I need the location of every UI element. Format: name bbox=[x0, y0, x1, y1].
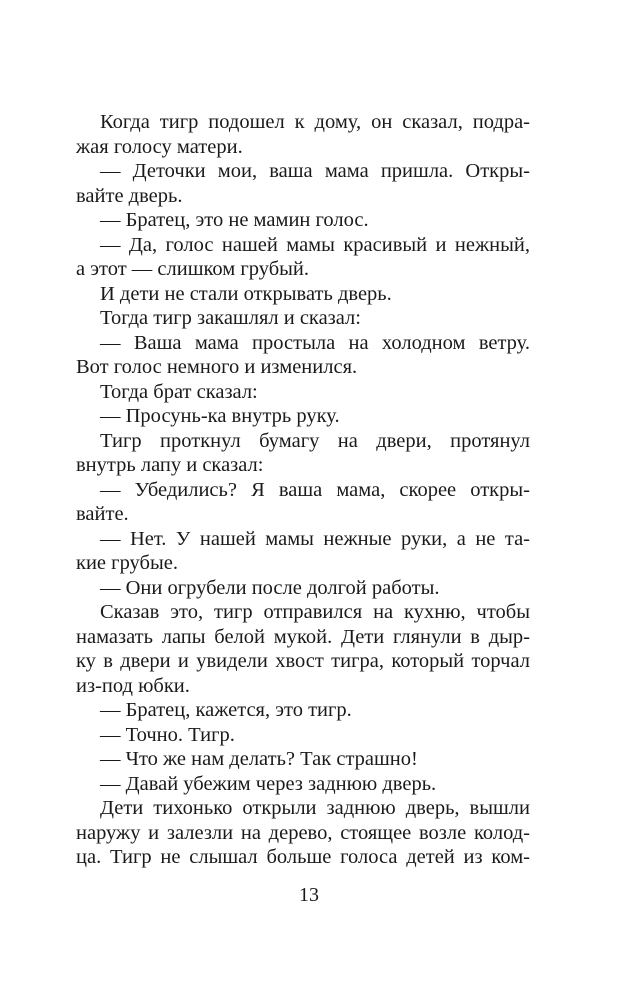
text-line: Тогда брат сказал: bbox=[100, 380, 258, 403]
text-line: Вот голос немного и изменился. bbox=[76, 356, 358, 378]
text-line: из-под юбки. bbox=[76, 674, 190, 697]
text-line: наружу и залезли на дерево, стоящее возле колод- bbox=[76, 821, 530, 844]
page-number: 13 bbox=[299, 884, 319, 906]
text-line: намазать лапы белой мукой. Дети глянули в дыр- bbox=[76, 625, 530, 648]
text-line: — Просунь-ка внутрь руку. bbox=[100, 405, 340, 427]
text-line: — Братец, кажется, это тигр. bbox=[100, 699, 352, 721]
text-line: ца. Тигр не слышал больше голоса детей из ком- bbox=[76, 846, 530, 868]
text-line: Тигр проткнул бумагу на двери, протянул bbox=[100, 429, 530, 452]
text-line: Когда тигр подошел к дому, он сказал, подра- bbox=[100, 111, 530, 133]
text-line: — Нет. У нашей мамы нежные руки, а не та- bbox=[100, 527, 530, 550]
text-line: — Да, голос нашей мамы красивый и нежный, bbox=[100, 233, 530, 256]
text-line: — Они огрубели после долгой работы. bbox=[100, 576, 440, 599]
text-line: кие грубые. bbox=[76, 552, 178, 574]
text-line: Тогда тигр закашлял и сказал: bbox=[100, 307, 361, 329]
text-line: — Что же нам делать? Так страшно! bbox=[100, 748, 418, 770]
text-line: вайте. bbox=[76, 503, 129, 525]
text-line: — Убедились? Я ваша мама, скорее откры- bbox=[100, 478, 530, 501]
text-line: — Братец, это не мамин голос. bbox=[100, 209, 369, 231]
text-line: — Давай убежим через заднюю дверь. bbox=[100, 772, 437, 795]
text-line: ку в двери и увидели хвост тигра, который торчал bbox=[76, 650, 530, 672]
text-line: И дети не стали открывать дверь. bbox=[100, 282, 392, 305]
text-line: а этот — слишком грубый. bbox=[76, 258, 310, 280]
text-line: жая голосу матери. bbox=[76, 135, 243, 158]
body-text bbox=[76, 110, 530, 870]
text-line: — Точно. Тигр. bbox=[100, 723, 235, 746]
text-line: Сказав это, тигр отправился на кухню, чтобы bbox=[100, 601, 530, 623]
text-line: внутрь лапу и сказал: bbox=[76, 454, 264, 476]
text-line: — Ваша мама простыла на холодном ветру. bbox=[100, 331, 530, 354]
text-line: вайте дверь. bbox=[76, 184, 183, 207]
text-line: Дети тихонько открыли заднюю дверь, вышли bbox=[100, 797, 530, 819]
text-line: — Деточки мои, ваша мама пришла. Откры- bbox=[100, 160, 530, 182]
